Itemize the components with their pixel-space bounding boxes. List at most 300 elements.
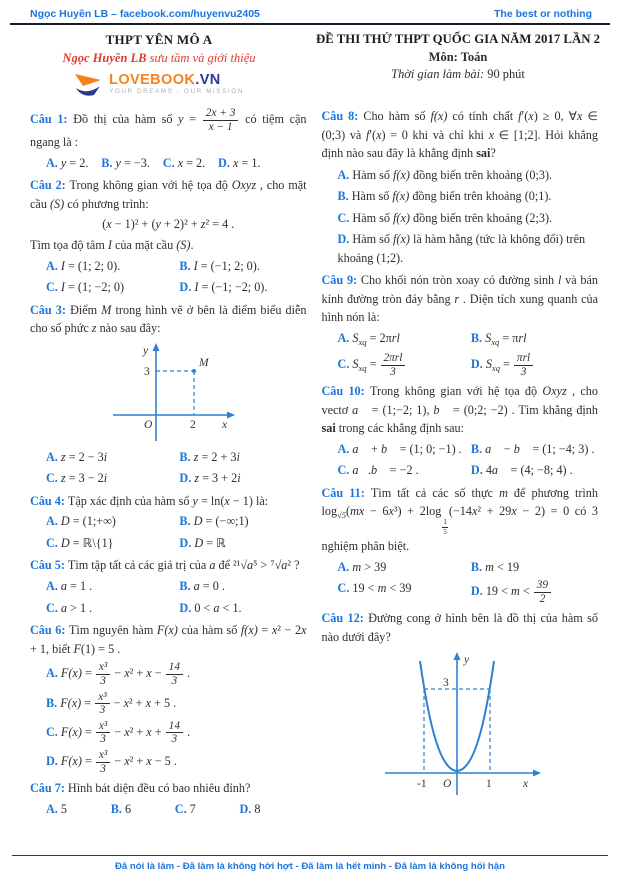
fraction bbox=[203, 107, 239, 133]
answer-option bbox=[218, 154, 260, 173]
question-text: − bbox=[500, 441, 514, 456]
math-expression: D bbox=[60, 535, 70, 550]
question-text: = bbox=[257, 623, 272, 638]
denominator: 3 bbox=[100, 674, 106, 687]
answer-option bbox=[163, 154, 205, 173]
question-text: (−14 bbox=[448, 504, 472, 519]
question-text: ³) + 2log bbox=[393, 504, 442, 519]
option-letter: A. bbox=[46, 579, 61, 594]
question-number: Câu 2: bbox=[30, 178, 70, 193]
math-expression: D bbox=[193, 514, 203, 529]
question-text: ² + bbox=[129, 724, 147, 739]
answer-option bbox=[46, 720, 307, 746]
question bbox=[322, 484, 599, 605]
numerator: 14 bbox=[166, 720, 183, 734]
answer-option bbox=[46, 800, 67, 819]
question bbox=[30, 556, 307, 617]
question-text: + 2)² + bbox=[160, 217, 201, 232]
question-text: ² + bbox=[128, 695, 146, 710]
question-text: = 2π bbox=[366, 331, 392, 346]
answer-option bbox=[239, 800, 260, 819]
lovebook-logo bbox=[14, 71, 304, 97]
answer-option bbox=[179, 278, 306, 297]
question-number: Câu 10: bbox=[321, 384, 371, 399]
math-expression: I bbox=[60, 258, 65, 273]
question-text: = (4; −8; 4) . bbox=[507, 463, 573, 478]
math-expression: (S) bbox=[49, 196, 65, 211]
math-expression: b⃗ bbox=[371, 463, 387, 478]
math-expression: x bbox=[124, 666, 130, 681]
figure-tick-2: 2 bbox=[190, 418, 196, 431]
question-text: (1) = 5 . bbox=[80, 641, 121, 656]
question-text: − bbox=[111, 724, 125, 739]
question-text: = (1;+∞) bbox=[69, 514, 116, 529]
math-expression: m bbox=[485, 559, 494, 574]
math-expression: x bbox=[528, 109, 534, 123]
math-expression: f(x) bbox=[240, 623, 258, 638]
question-text: = bbox=[366, 356, 380, 371]
option-letter: C. bbox=[337, 356, 353, 371]
question-text: Tập xác định của hàm số bbox=[67, 493, 193, 508]
question-text: ∈ [1;2]. Hỏi khẳng định nào sau đây là khẳng định bbox=[321, 127, 598, 161]
header-right-text: The best or nothing bbox=[494, 8, 592, 20]
lovebook-logo-icon bbox=[74, 71, 104, 97]
math-expression: x bbox=[271, 623, 278, 638]
math-expression: x bbox=[388, 504, 394, 519]
question-text: ² + bbox=[129, 754, 147, 768]
numerator: x³ bbox=[96, 749, 110, 763]
math-expression: x bbox=[301, 623, 307, 638]
question-text: 5 bbox=[60, 801, 67, 816]
question-text: − bbox=[151, 666, 165, 681]
question-text: Hàm số bbox=[351, 189, 393, 204]
question bbox=[322, 271, 599, 378]
question-text: . bbox=[183, 724, 191, 739]
math-expression: z bbox=[91, 321, 97, 336]
header-left-text: Ngọc Huyền LB – facebook.com/huyenvu2405 bbox=[30, 8, 260, 20]
answer-option bbox=[338, 166, 599, 185]
fraction bbox=[95, 691, 109, 717]
question-text: . bbox=[190, 238, 194, 253]
fraction bbox=[381, 352, 406, 378]
option-letter: A. bbox=[46, 449, 61, 464]
answer-option bbox=[471, 558, 598, 577]
math-expression: f(x) bbox=[430, 109, 448, 123]
question-text: 19 < bbox=[352, 581, 378, 596]
question-text: = −2 . bbox=[386, 463, 419, 478]
question-text: Hàm số bbox=[352, 210, 394, 225]
option-letter: C. bbox=[46, 724, 61, 739]
question-text: = 3 + 2 bbox=[199, 471, 238, 486]
question-text: ² = 4 . bbox=[205, 217, 235, 232]
options-group bbox=[322, 558, 599, 606]
figure-tick-3: 3 bbox=[144, 365, 150, 378]
question bbox=[30, 107, 307, 172]
subscript: √5 bbox=[337, 510, 346, 521]
answer-option bbox=[179, 512, 306, 531]
math-expression: x bbox=[146, 724, 152, 739]
math-expression: a⃗ bbox=[352, 441, 368, 456]
question-text: đồng biến trên khoảng (0;1). bbox=[409, 189, 552, 204]
question-text: ∈ (0;3) và bbox=[321, 109, 598, 142]
figure-origin: O bbox=[443, 778, 452, 791]
fraction bbox=[96, 661, 110, 687]
question-text: ? bbox=[490, 146, 496, 161]
page-header bbox=[10, 0, 610, 25]
subscript: xq bbox=[358, 362, 367, 373]
question bbox=[30, 492, 307, 553]
question-text: Trong không gian với hệ tọa độ bbox=[370, 384, 543, 399]
question-text: có tiệm cận ngang là : bbox=[30, 111, 307, 150]
option-letter: D. bbox=[179, 600, 195, 615]
option-letter: D. bbox=[179, 471, 195, 486]
option-letter: C. bbox=[162, 155, 178, 170]
answer-option bbox=[179, 448, 306, 467]
answer-option bbox=[46, 691, 307, 717]
logo-tld: .VN bbox=[195, 71, 221, 88]
question-text: = 3 − 2 bbox=[65, 471, 104, 486]
question-text: − 1)² + ( bbox=[111, 217, 156, 232]
math-expression: a bbox=[60, 579, 67, 594]
question-text: 8 bbox=[254, 801, 261, 816]
math-expression: S bbox=[352, 331, 359, 346]
exam-subject: Môn: Toán bbox=[428, 50, 488, 64]
credit-line bbox=[14, 51, 304, 66]
math-expression: D bbox=[194, 535, 204, 550]
question-text: = bbox=[499, 356, 513, 371]
math-expression: x bbox=[146, 754, 152, 768]
math-expression: i bbox=[236, 449, 240, 464]
answer-option bbox=[46, 278, 179, 297]
math-expression: F(x) bbox=[60, 695, 82, 710]
denominator: x − 1 bbox=[208, 120, 233, 133]
question-text: có tính chất bbox=[447, 109, 519, 123]
denominator: 3 bbox=[171, 674, 178, 687]
subscript: xq bbox=[491, 362, 500, 373]
answer-option bbox=[471, 461, 598, 480]
option-letter: B. bbox=[337, 189, 352, 204]
math-expression: F(x) bbox=[60, 666, 82, 681]
question-text: = (1;−2; 1), bbox=[367, 402, 434, 417]
question-text: trong các khẳng định sau: bbox=[335, 421, 465, 436]
credit-rest: sưu tầm và giới thiệu bbox=[146, 51, 256, 65]
question-text: đồng biến trên khoảng (0;3). bbox=[409, 167, 553, 182]
math-expression: Oxyz bbox=[231, 178, 257, 193]
math-expression: z bbox=[60, 471, 66, 486]
question-text: = (1; 0; −1) . bbox=[396, 441, 462, 456]
question-text: , cho vectơ bbox=[321, 384, 598, 417]
math-expression: a⃗ bbox=[491, 463, 508, 478]
question-text: để ²¹√ bbox=[215, 558, 248, 573]
credit-author: Ngọc Huyền LB bbox=[62, 51, 147, 65]
answer-option bbox=[175, 800, 196, 819]
question-text: 7 bbox=[189, 801, 196, 816]
fraction bbox=[96, 720, 110, 746]
answer-option bbox=[46, 577, 179, 596]
option-letter: D. bbox=[470, 584, 486, 599]
question-body bbox=[30, 779, 307, 798]
question-text: của hàm số bbox=[177, 623, 241, 638]
denominator: 3 bbox=[99, 704, 106, 717]
denominator: 3 bbox=[390, 365, 396, 378]
math-expression: S bbox=[485, 356, 492, 371]
question-body bbox=[30, 176, 307, 213]
bold-text: sai bbox=[321, 421, 336, 436]
answer-option bbox=[338, 461, 471, 480]
math-expression: m bbox=[377, 581, 387, 596]
question-text: Hàm số bbox=[352, 232, 394, 247]
denominator: 3 bbox=[100, 762, 106, 775]
question-body bbox=[30, 301, 307, 338]
math-expression: a bbox=[60, 600, 67, 615]
math-expression: M bbox=[101, 302, 112, 317]
question-text: . bbox=[367, 463, 372, 478]
school-block bbox=[0, 32, 304, 97]
question-text: , cho mặt cầu bbox=[30, 178, 307, 211]
answer-option bbox=[338, 579, 471, 605]
option-letter: C. bbox=[174, 801, 190, 816]
question-number: Câu 6: bbox=[30, 623, 69, 638]
question-text: Cho hàm số bbox=[363, 109, 431, 123]
question-number: Câu 12: bbox=[321, 611, 369, 626]
subscript-fraction bbox=[442, 518, 448, 537]
question-body bbox=[30, 556, 307, 575]
question-number: Câu 1: bbox=[30, 111, 74, 126]
question-text: 6 bbox=[124, 801, 132, 816]
math-expression: rl bbox=[391, 331, 400, 346]
question-text: Cho khối nón tròn xoay có đường sinh bbox=[360, 273, 558, 288]
answer-option bbox=[179, 599, 306, 618]
subscript: xq bbox=[491, 337, 500, 348]
figure-tick-3: 3 bbox=[443, 677, 449, 690]
question-text: nào sau đây: bbox=[96, 321, 161, 336]
math-expression: F(x) bbox=[60, 724, 82, 739]
math-expression: F bbox=[73, 641, 81, 656]
numerator: x³ bbox=[96, 720, 110, 734]
question-text: > 1 . bbox=[67, 600, 93, 615]
question-text: + 1, biết bbox=[30, 641, 74, 656]
question-text: để phương trình log bbox=[321, 485, 598, 519]
question-text: = 0 . bbox=[199, 579, 225, 594]
option-letter: B. bbox=[179, 514, 194, 529]
math-expression: Oxyz bbox=[542, 384, 567, 399]
math-expression: rl bbox=[518, 331, 527, 346]
question-number: Câu 3: bbox=[30, 302, 71, 317]
question-text: − 1) là: bbox=[229, 493, 269, 508]
page-footer: Đã nói là làm - Đã làm là không hời hợt - Đã làm là hết mình - Đã làm là không hối hận bbox=[12, 855, 608, 872]
math-expression: i bbox=[103, 471, 108, 486]
question-body bbox=[322, 484, 599, 556]
complex-plane-figure bbox=[30, 341, 307, 445]
figure-y-label: y bbox=[143, 344, 149, 357]
option-letter: B. bbox=[470, 441, 486, 456]
question-text: = −3. bbox=[120, 155, 150, 170]
answer-option bbox=[338, 352, 471, 378]
option-letter: D. bbox=[218, 155, 233, 170]
option-letter: A. bbox=[46, 514, 61, 529]
question bbox=[30, 621, 307, 775]
question-text: = bbox=[81, 724, 95, 739]
question-body bbox=[322, 382, 599, 438]
math-expression: a⃗ bbox=[485, 441, 501, 456]
question-text: Trong không gian với hệ tọa độ bbox=[69, 178, 232, 193]
question-text: . bbox=[183, 666, 191, 681]
answer-option bbox=[471, 440, 598, 459]
question-body bbox=[30, 492, 307, 511]
math-expression: x bbox=[576, 109, 583, 123]
answer-option bbox=[46, 154, 88, 173]
question-text: 4 bbox=[485, 463, 492, 478]
answer-option bbox=[338, 230, 599, 267]
option-letter: B. bbox=[179, 579, 194, 594]
options-group bbox=[30, 154, 307, 173]
math-expression: y bbox=[178, 111, 184, 126]
question-text: ² ? bbox=[287, 558, 300, 573]
option-letter: B. bbox=[470, 331, 486, 346]
question-text: ( bbox=[102, 217, 107, 232]
math-expression: a bbox=[209, 558, 216, 573]
math-expression: b⃗ bbox=[513, 441, 530, 456]
question-text: của mặt cầu bbox=[111, 238, 177, 253]
options-group bbox=[322, 329, 599, 378]
math-expression: D bbox=[60, 514, 70, 529]
question-text: ′( bbox=[521, 109, 529, 123]
options-group bbox=[30, 512, 307, 552]
question-number: Câu 8: bbox=[321, 109, 364, 123]
question-text: = (−1; 2; 0). bbox=[197, 258, 260, 273]
math-expression: x bbox=[224, 493, 230, 508]
math-expression: a bbox=[281, 558, 288, 573]
answer-option bbox=[179, 469, 306, 488]
option-letter: D. bbox=[179, 535, 195, 550]
question-columns bbox=[0, 97, 620, 822]
option-letter: B. bbox=[470, 559, 486, 574]
question-number: Câu 5: bbox=[30, 558, 68, 573]
math-expression: x bbox=[232, 155, 239, 170]
question-text: ⁵ > ⁷√ bbox=[253, 558, 282, 573]
masthead bbox=[0, 32, 620, 97]
question-body bbox=[322, 107, 599, 163]
question-text: đồng biến trên khoảng (2;3). bbox=[409, 210, 553, 225]
question-text: ² + 29 bbox=[477, 504, 512, 519]
math-expression: F(x) bbox=[156, 623, 178, 638]
answer-option bbox=[179, 257, 306, 276]
answer-option bbox=[338, 440, 471, 459]
option-letter: A. bbox=[337, 441, 353, 456]
figure-tick-1: 1 bbox=[486, 778, 492, 791]
option-letter: B. bbox=[179, 449, 194, 464]
answer-option bbox=[338, 329, 471, 349]
numerator: 2x + 3 bbox=[203, 107, 239, 121]
question-text: = 2. bbox=[66, 155, 89, 170]
question-text: . Diện tích xung quanh của hình nón là: bbox=[321, 291, 598, 325]
question-text: = bbox=[81, 666, 95, 681]
question-text: + bbox=[151, 724, 165, 739]
denominator: 5 bbox=[443, 528, 447, 537]
question-text: = ln( bbox=[197, 493, 225, 508]
math-expression: x bbox=[123, 695, 129, 710]
answer-option bbox=[46, 534, 179, 553]
fraction bbox=[166, 720, 183, 746]
question-text: − bbox=[111, 666, 125, 681]
math-expression: I bbox=[194, 280, 199, 295]
exam-duration bbox=[304, 67, 612, 82]
math-expression: a bbox=[193, 579, 200, 594]
question-body bbox=[30, 621, 307, 658]
option-letter: B. bbox=[46, 695, 61, 710]
question-text: < 1. bbox=[219, 600, 242, 615]
question-text: − 2) = 0 có 3 nghiệm phân biệt. bbox=[321, 504, 598, 553]
question-text: = bbox=[183, 111, 202, 126]
math-expression: r bbox=[454, 291, 460, 306]
subscript: xq bbox=[358, 337, 367, 348]
figure-x-label: x bbox=[523, 778, 529, 791]
answer-option bbox=[179, 534, 306, 553]
answer-option bbox=[471, 579, 598, 605]
math-expression: y bbox=[60, 155, 67, 170]
question-text: = 2 − 3 bbox=[65, 449, 104, 464]
logo-text bbox=[109, 73, 244, 96]
question-text: ′( bbox=[369, 127, 377, 142]
answer-option bbox=[46, 469, 179, 488]
answer-option bbox=[46, 257, 179, 276]
question-text: ( bbox=[346, 504, 351, 519]
question-text: Hàm số bbox=[352, 167, 394, 182]
question-text: − 6 bbox=[364, 504, 389, 519]
math-expression: m bbox=[352, 559, 362, 574]
math-expression: y bbox=[155, 217, 161, 232]
numerator: 2πrl bbox=[381, 352, 406, 366]
option-letter: C. bbox=[46, 600, 61, 615]
math-expression: i bbox=[103, 449, 108, 464]
answer-option bbox=[338, 187, 599, 206]
question-text: Tìm tọa độ tâm bbox=[30, 238, 108, 253]
question-text: ) = 0 khi và chỉ khi bbox=[381, 127, 489, 142]
question-text: = ℝ bbox=[203, 535, 226, 550]
math-expression: F(x) bbox=[60, 754, 82, 768]
question-text: = bbox=[81, 695, 95, 710]
answer-option bbox=[179, 577, 306, 596]
denominator: 3 bbox=[100, 733, 106, 746]
question bbox=[322, 107, 599, 267]
question-text: = (1; 2; 0). bbox=[64, 258, 121, 273]
option-letter: C. bbox=[337, 210, 353, 225]
option-letter: C. bbox=[337, 463, 353, 478]
question-text: − bbox=[111, 754, 125, 768]
question-body bbox=[30, 107, 307, 152]
math-expression: a bbox=[213, 600, 220, 615]
question-text: Đồ thị của hàm số bbox=[73, 111, 179, 126]
answer-option bbox=[46, 749, 307, 775]
math-expression: x bbox=[488, 127, 495, 142]
fraction bbox=[514, 352, 533, 378]
exam-block bbox=[304, 32, 620, 97]
answer-option bbox=[46, 448, 179, 467]
math-expression: x bbox=[177, 155, 184, 170]
math-expression: b⃗ bbox=[433, 402, 449, 417]
question-text: Tìm tất cả các số thực bbox=[370, 485, 500, 500]
math-expression: m bbox=[499, 485, 508, 500]
question-text: = 1. bbox=[238, 155, 261, 170]
school-name: THPT YÊN MÔ A bbox=[105, 32, 213, 47]
options-group bbox=[30, 448, 307, 488]
math-expression: x bbox=[106, 217, 112, 232]
answer-option bbox=[338, 209, 599, 228]
denominator: 2 bbox=[539, 592, 546, 605]
question-text: < 39 bbox=[386, 581, 412, 596]
question-text: = 2. bbox=[183, 155, 206, 170]
question-text: Tìm nguyên hàm bbox=[68, 623, 157, 638]
